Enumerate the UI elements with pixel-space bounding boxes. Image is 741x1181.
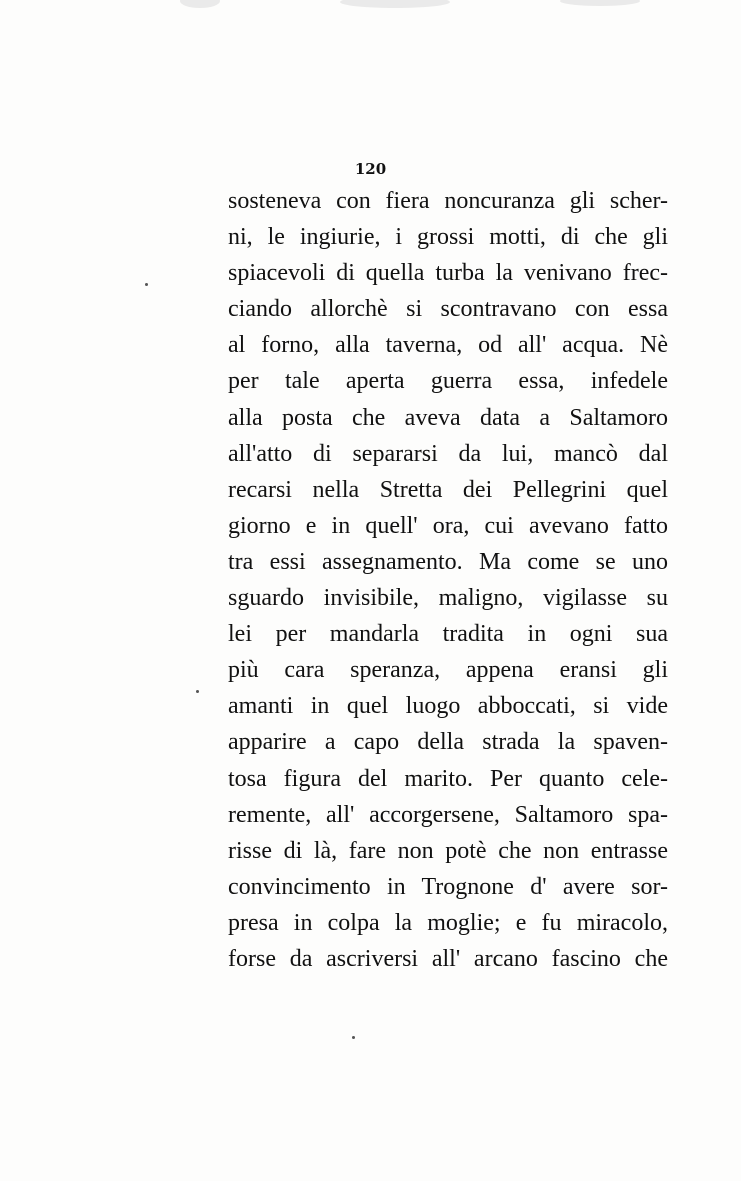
text-line: remente, all' accorgersene, Saltamoro spa- <box>228 801 668 828</box>
text-line: più cara speranza, appena eransi gli <box>228 657 668 684</box>
body-text <box>228 180 668 974</box>
scan-smudge-top-right <box>560 0 640 6</box>
text-line: ciando allorchè si scontravano con essa <box>228 296 668 323</box>
text-line: sosteneva con fiera noncuranza gli scher- <box>228 188 668 214</box>
text-line: tra essi assegnamento. Ma come se uno <box>228 548 668 575</box>
scan-smudge-top-left <box>180 0 220 8</box>
page-number: 120 <box>354 160 387 178</box>
text-line: recarsi nella Stretta dei Pellegrini quel <box>228 476 668 503</box>
scan-speck-left <box>145 283 148 286</box>
text-line: all'atto di separarsi da lui, mancò dal <box>228 440 668 467</box>
text-line: per tale aperta guerra essa, infedele <box>228 368 668 395</box>
text-line: spiacevoli di quella turba la venivano frec- <box>228 260 668 287</box>
text-line: risse di là, fare non potè che non entrasse <box>228 837 668 864</box>
text-line: forse da ascriversi all' arcano fascino che <box>228 945 668 972</box>
scan-speck-left-lower <box>196 690 199 693</box>
text-line: lei per mandarla tradita in ogni sua <box>228 621 668 648</box>
text-line: alla posta che aveva data a Saltamoro <box>228 404 668 431</box>
text-line: giorno e in quell' ora, cui avevano fatto <box>228 512 668 539</box>
text-line: tosa figura del marito. Per quanto cele- <box>228 765 668 792</box>
scan-smudge-top-center <box>340 0 450 8</box>
text-line: ni, le ingiurie, i grossi motti, di che gli <box>228 224 668 251</box>
text-line: amanti in quel luogo abboccati, si vide <box>228 693 668 720</box>
scan-speck-bottom <box>352 1036 355 1039</box>
text-line: presa in colpa la moglie; e fu miracolo, <box>228 909 668 936</box>
text-line: al forno, alla taverna, od all' acqua. Nè <box>228 332 668 359</box>
text-line: sguardo invisibile, maligno, vigilasse su <box>228 585 668 612</box>
text-line: apparire a capo della strada la spaven- <box>228 729 668 756</box>
text-line: convincimento in Trognone d' avere sor- <box>228 873 668 900</box>
